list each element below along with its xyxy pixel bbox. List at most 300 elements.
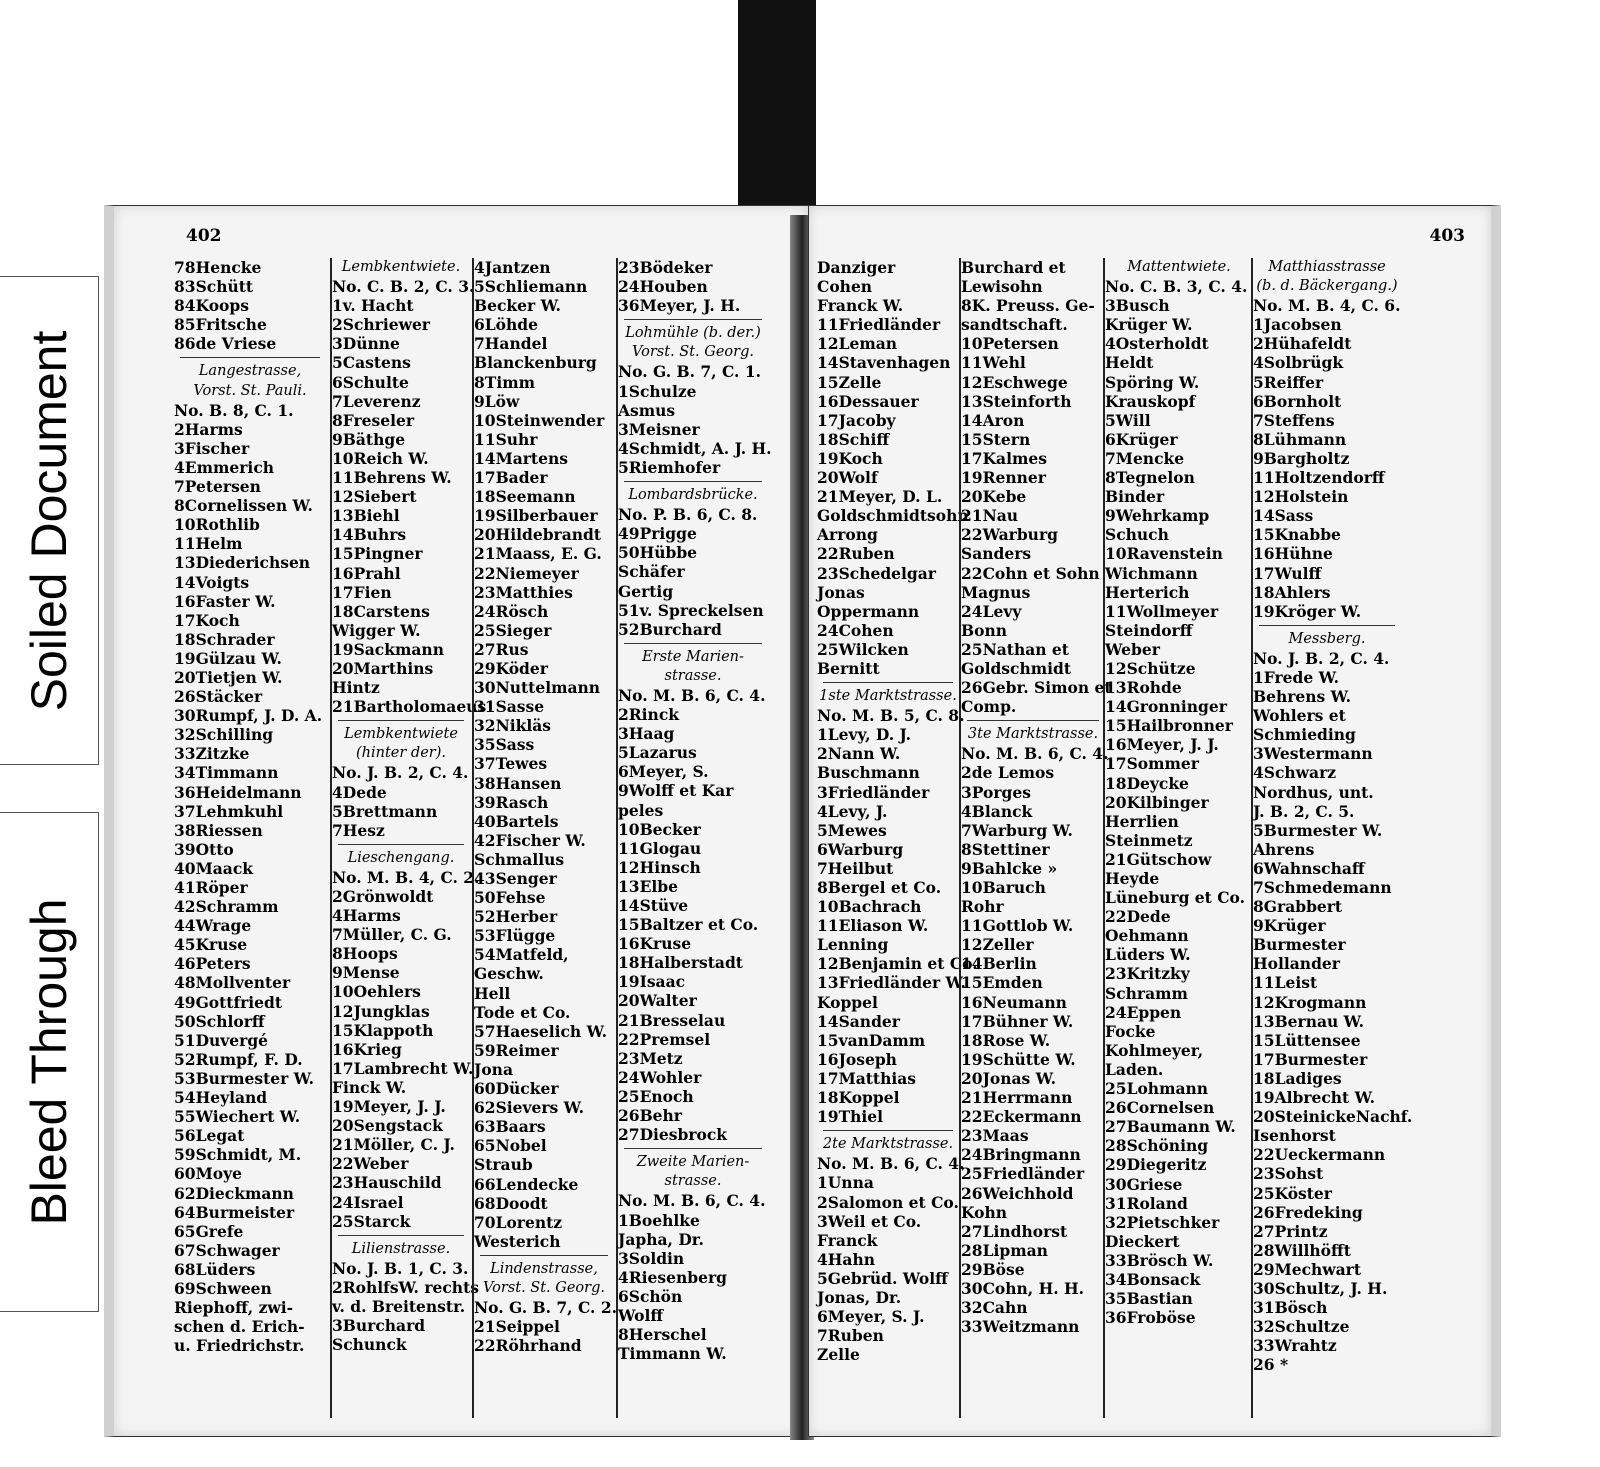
directory-entry: 31Roland [1105,1193,1188,1213]
directory-entry: 25Köster [1253,1183,1332,1203]
directory-entry: 10Baruch [961,878,1046,897]
directory-entry: 33Weitzmann [961,1317,1080,1337]
directory-entry: 24Wohler [618,1067,702,1087]
directory-entry: 26Gebr. Simon et [961,678,1112,698]
directory-entry: 24Rösch [474,601,549,621]
directory-entry: Wigger W. [332,620,421,640]
directory-entry: 19Renner [961,468,1046,488]
directory-entry: 68Doodt [474,1193,548,1213]
directory-entry: 12Zeller [961,935,1034,955]
directory-entry: 17Bader [474,468,548,488]
directory-entry: 8Stettiner [961,839,1050,859]
street-heading: Lembkentwiete. [341,259,461,275]
directory-entry: 28Schöning [1105,1136,1209,1156]
directory-entry: 20Sengstack [332,1116,443,1136]
directory-entry: 9Mense [332,963,400,983]
directory-entry: Japha, Dr. [618,1229,704,1249]
directory-entry: 8Cornelissen W. [174,496,313,516]
soiled-document-tab[interactable] [0,276,99,765]
directory-entry: 11Glogau [618,838,702,858]
directory-entry: 11Gottlob W. [961,916,1074,936]
directory-entry: 9Bargholtz [1253,448,1350,468]
directory-entry: Steinmetz [1105,830,1193,850]
directory-entry: 26Fredeking [1253,1202,1363,1222]
directory-entry: Dieckert [1105,1231,1180,1251]
directory-entry: 5Schliemann [474,277,588,297]
directory-entry: 27Rus [474,639,529,659]
directory-entry: 31Sasse [474,697,545,717]
directory-entry: 12Krogmann [1253,992,1367,1012]
directory-entry: 11Friedländer [817,315,941,335]
directory-entry: 32Nikläs [474,716,552,736]
directory-entry: 55Wiechert W. [174,1107,301,1127]
directory-entry: 16Faster W. [174,591,276,611]
directory-entry: Rohr [961,897,1004,917]
directory-entry: 8K. Preuss. Ge- [961,296,1095,316]
directory-entry: sandtschaft. [961,315,1068,335]
directory-entry: No. M. B. 5, C. 8. [817,706,965,726]
directory-entry: 24Houben [618,277,708,297]
directory-entry: 51Duvergé [174,1030,269,1050]
directory-entry: Schramm [1105,983,1188,1003]
directory-entry: 4Schmidt, A. J. H. [618,438,772,458]
directory-entry: 19Meyer, J. J. [332,1097,446,1117]
directory-entry: Becker W. [474,296,561,316]
directory-entry: 14Stavenhagen [817,353,951,373]
street-heading: Lohmühle (b. der.) [625,325,761,342]
directory-entry: 18Halberstadt [618,953,743,973]
directory-entry: 21Maass, E. G. [474,544,602,564]
street-heading: (hinter der). [356,745,446,762]
directory-entry: 48Mollventer [174,973,291,993]
street-heading: Lembkentwiete [344,726,458,743]
bleed-through-label: Bleed Through [21,898,77,1226]
directory-entry: 6Warburg [817,839,904,859]
directory-entry: 15Emden [961,973,1043,993]
directory-entry: 12Benjamin et Co. [817,954,978,974]
directory-entry: Schunck [332,1335,407,1355]
section-divider [967,720,1099,721]
directory-entry: 7Heilbut [817,858,894,878]
directory-entry: 5Mewes [817,820,887,840]
directory-entry: 10Reich W. [332,448,429,468]
directory-entry: 16Dessauer [817,391,919,411]
directory-entry: Magnus [961,582,1031,602]
directory-entry: 5Castens [332,353,411,373]
directory-entry: Koppel [817,992,878,1012]
directory-entry: No. M. B. 4, C. 6. [1253,296,1401,316]
street-heading: Vorst. St. Georg. [632,344,754,361]
directory-entry: 18Schrader [174,629,275,649]
directory-entry: 11Wollmeyer [1105,601,1219,621]
directory-entry: Herrlien [1105,811,1179,831]
directory-entry: 12Leman [817,334,898,354]
directory-entry: Tode et Co. [474,1002,571,1022]
directory-entry: 34Timmann [174,763,279,783]
directory-entry: 37Tewes [474,754,548,774]
directory-entry: Zelle [817,1345,860,1365]
directory-entry: 30Schultz, J. H. [1253,1278,1388,1298]
directory-entry: 21Gütschow [1105,849,1212,869]
directory-entry: 8Freseler [332,410,415,430]
directory-entry: 59Schmidt, M. [174,1145,302,1165]
directory-entry: 29Mechwart [1253,1259,1362,1279]
section-divider [624,643,762,644]
directory-entry: Franck [817,1230,878,1250]
directory-entry: 68Lüders [174,1259,256,1279]
directory-entry: 5Lazarus [618,743,697,763]
directory-entry: 18Seemann [474,487,576,507]
directory-entry: 20SteinickeNachf. [1253,1107,1413,1127]
directory-entry: 53Flügge [474,926,556,946]
directory-entry: 14Martens [474,448,568,468]
directory-entry: 19Schütte W. [961,1049,1076,1069]
directory-entry: 17Burmester [1253,1049,1368,1069]
directory-entry: No. M. B. 6, C. 4. [618,685,766,705]
directory-entry: Hintz [332,678,380,698]
directory-entry: Hollander [1253,954,1340,974]
directory-entry: 24Bringmann [961,1145,1081,1165]
directory-entry: Weber [1105,639,1160,659]
directory-entry: 26Stäcker [174,687,263,707]
directory-entry: 25Nathan et [961,639,1069,659]
directory-entry: 24Cohen [817,620,894,640]
directory-entry: 19Gülzau W. [174,648,282,668]
directory-entry: 19Sackmann [332,639,444,659]
soiled-document-label: Soiled Document [21,330,77,711]
directory-entry: No. M. B. 6, C. 4. [961,744,1109,764]
directory-entry: 1Schulze [618,381,697,401]
directory-entry: 5Gebrüd. Wolff [817,1268,948,1288]
street-heading: Vorst. St. Georg. [483,1279,605,1296]
directory-entry: 1Unna [817,1173,874,1193]
directory-entry: 7Petersen [174,477,261,497]
directory-entry: 17Lambrecht W. [332,1058,474,1078]
directory-entry: 9Bahlcke » [961,858,1058,878]
directory-entry: 4Osterholdt [1105,334,1209,354]
directory-entry: 78Hencke [174,258,262,277]
directory-entry: 8Hoops [332,944,398,964]
page-number: 403 [1429,226,1465,246]
directory-entry: Goldschmidt [961,658,1072,678]
directory-entry: 33Zitzke [174,744,250,764]
directory-entry: 17Fien [332,582,392,602]
directory-entry: 13Diederichsen [174,553,311,573]
directory-entry: 52Herber [474,907,558,927]
street-heading: Matthiasstrasse [1268,259,1386,275]
directory-entry: No. M. B. 6, C. 4. [618,1191,766,1211]
directory-entry: 12Hinsch [618,857,701,877]
directory-entry: 7Hesz [332,820,385,840]
directory-entry: 16Neumann [961,992,1067,1012]
column [817,258,978,1418]
directory-entry: 63Baars [474,1117,546,1137]
directory-entry: 42Fischer W. [474,830,586,850]
directory-entry: 65Nobel [474,1136,547,1156]
directory-entry: 17Sommer [1105,754,1199,774]
directory-entry: 28Willhöfft [1253,1240,1351,1260]
directory-entry: 23Schedelgar [817,563,936,583]
directory-entry: 62Sievers W. [474,1098,585,1118]
directory-entry: 29Böse [961,1259,1025,1279]
directory-entry: 3Dünne [332,334,400,354]
directory-entry: 23Kritzky [1105,964,1190,984]
directory-entry: 12Schütze [1105,658,1196,678]
directory-entry: 34Bonsack [1105,1269,1201,1289]
directory-entry: 35Bastian [1105,1289,1193,1309]
directory-entry: No. G. B. 7, C. 2. [474,1298,618,1318]
directory-entry: 23Matthies [474,582,573,602]
directory-entry: 13Friedländer W. [817,973,966,993]
street-heading: Langestrasse, [198,363,302,380]
directory-entry: 4Jantzen [474,258,551,277]
directory-entry: 3Porges [961,782,1031,802]
directory-entry: 60Moye [174,1164,242,1184]
directory-entry: 6Schulte [332,372,409,392]
directory-entry: 19Silberbauer [474,506,598,526]
section-divider [624,481,762,482]
directory-entry: v. d. Breitenstr. [332,1296,466,1316]
section-divider [823,682,953,683]
directory-entry: 20Jonas W. [961,1068,1057,1088]
directory-entry: 1Frede W. [1253,667,1340,687]
directory-entry: 25Sieger [474,620,552,640]
directory-entry: 16Hühne [1253,544,1333,564]
street-heading: Mattentwiete. [1127,259,1231,275]
directory-entry: 32Schultze [1253,1317,1350,1337]
directory-entry: 7Handel [474,334,548,354]
directory-entry: 22Ruben [817,544,895,564]
directory-entry: 22Premsel [618,1029,711,1049]
directory-entry: 20Kilbinger [1105,792,1209,812]
directory-entry: 15Baltzer et Co. [618,915,759,935]
directory-entry: 24Levy [961,601,1022,621]
directory-entry: 43Senger [474,869,557,888]
directory-entry: Kohlmeyer, [1105,1040,1204,1060]
directory-entry: 22Weber [332,1154,409,1174]
street-heading: Erste Marien- [642,648,744,665]
directory-entry: 44Wrage [174,916,252,936]
directory-entry: 26Cornelsen [1105,1098,1215,1118]
street-heading: strasse. [664,1173,722,1190]
directory-entry: Hell [474,983,511,1003]
directory-entry: 54Matfeld, [474,945,569,965]
directory-entry: 64Burmeister [174,1202,295,1222]
directory-entry: 33Wrahtz [1253,1336,1337,1356]
directory-entry: 9Wehrkamp [1105,506,1210,526]
directory-entry: Heldt [1105,353,1154,373]
directory-entry: 25Enoch [618,1086,694,1106]
directory-entry: 23Sohst [1253,1164,1324,1184]
directory-entry: 1v. Hacht [332,296,414,316]
directory-entry: 17Matthias [817,1068,917,1088]
directory-entry: Straub [474,1155,533,1175]
directory-entry: Sanders [961,544,1032,564]
directory-entry: 10Rothlib [174,515,260,535]
directory-entry: u. Friedrichstr. [174,1336,305,1356]
directory-entry: Spöring W. [1105,372,1200,392]
directory-entry: 14Voigts [174,572,250,592]
directory-entry: 36Heidelmann [174,782,302,802]
directory-entry: Herterich [1105,582,1190,602]
directory-entry: 3Busch [1105,296,1170,316]
directory-entry: 19Koch [817,448,883,468]
directory-entry: Lüders W. [1105,945,1191,965]
directory-entry: 32Cahn [961,1298,1028,1318]
directory-entry: 41Röper [174,878,248,897]
directory-entry: 2RohlfsW. rechts [332,1277,479,1297]
directory-entry: 2Schriewer [332,315,430,335]
directory-entry: 59Reimer [474,1040,559,1060]
directory-entry: 16Joseph [817,1049,897,1069]
directory-entry: 18Rose W. [961,1030,1051,1050]
directory-entry: No. C. B. 2, C. 3. [332,277,475,297]
directory-entry: 39Otto [174,839,234,859]
directory-entry: Schmieding [1253,725,1356,745]
directory-entry: 19Albrecht W. [1253,1088,1376,1108]
directory-entry: 20Marthins [332,658,434,678]
directory-entry: 45Kruse [174,935,248,955]
directory-entry: 5Burmester W. [1253,820,1383,840]
directory-entry: Cohen [817,277,873,297]
directory-entry: Ahrens [1253,839,1315,859]
directory-entry: No. J. B. 2, C. 4. [332,763,469,783]
directory-entry: 35Sass [474,735,535,755]
directory-entry: Bonn [961,620,1007,640]
directory-entry: 16Meyer, J. J. [1105,735,1219,755]
directory-entry: 21Nau [961,506,1019,526]
street-heading: 3te Marktstrasse. [967,726,1099,743]
directory-entry: Gertig [618,581,674,601]
directory-entry: 5Brettmann [332,801,438,821]
directory-entry: 8Grabbert [1253,897,1343,917]
directory-entry: 31Bösch [1253,1298,1328,1318]
directory-entry: 85Fritsche [174,315,267,335]
directory-entry: 27Baumann W. [1105,1117,1236,1137]
directory-entry: 13Steinforth [961,391,1072,411]
bleed-through-tab[interactable] [0,812,99,1312]
directory-entry: 26Weichhold [961,1183,1074,1203]
directory-entry: 22Röhrhand [474,1336,582,1356]
directory-entry: Laden. [1105,1059,1164,1079]
directory-entry: 10Oehlers [332,982,421,1002]
directory-entry: 23Maas [961,1126,1029,1146]
column [1103,258,1253,1418]
right-page [808,205,1501,1437]
directory-entry: 3Weil et Co. [817,1211,922,1231]
directory-entry: 25Wilcken [817,639,909,659]
directory-entry: 7Mencke [1105,448,1185,468]
directory-entry: 67Schwager [174,1240,280,1260]
directory-entry: 1Jacobsen [1253,315,1342,335]
section-divider [338,844,464,845]
directory-entry: 13Elbe [618,876,678,896]
directory-entry: 7Ruben [817,1326,884,1346]
directory-entry: 18Schiff [817,429,890,449]
directory-entry: 3Friedländer [817,782,930,802]
directory-entry: Lewisohn [961,277,1043,297]
directory-entry: 19Isaac [618,972,686,992]
directory-entry: No. P. B. 6, C. 8. [618,505,758,525]
directory-entry: 1Levy, D. J. [817,725,912,745]
directory-entry: J. B. 2, C. 5. [1253,801,1355,821]
directory-entry: 18Deycke [1105,773,1189,793]
directory-entry: 12Siebert [332,487,417,507]
directory-entry: 22Dede [1105,907,1171,927]
directory-entry: 4Dede [332,782,387,802]
directory-entry: 51v. Spreckelsen [618,600,764,620]
street-heading: Lindenstrasse, [490,1260,598,1277]
directory-entry: Buschmann [817,763,920,783]
directory-entry: 21Herrmann [961,1088,1073,1108]
directory-entry: 4Harms [332,906,401,926]
directory-entry: 3Soldin [618,1248,685,1268]
directory-entry: 23Bödeker [618,258,713,277]
directory-entry: 38Hansen [474,773,562,793]
directory-entry: 1Boehlke [618,1210,700,1230]
directory-entry: 50Schlorff [174,1011,265,1031]
directory-entry: 20Hildebrandt [474,525,602,545]
directory-entry: 25Starck [332,1211,411,1231]
column [472,258,618,1418]
directory-entry: 5Will [1105,410,1151,430]
directory-entry: 29Köder [474,658,548,678]
column [1251,258,1413,1418]
directory-entry: Krüger W. [1105,315,1193,335]
directory-entry: 6Meyer, S. J. [817,1307,925,1327]
directory-entry: 57Haeselich W. [474,1021,607,1041]
directory-entry: 17Jacoby [817,410,896,430]
directory-entry: 32Pietschker [1105,1212,1220,1232]
directory-entry: 15vanDamm [817,1030,926,1050]
directory-entry: 20Walter [618,991,697,1011]
directory-entry: 30Griese [1105,1174,1183,1194]
column [174,258,326,1418]
directory-entry: 21Seippel [474,1317,560,1337]
directory-entry: Heyde [1105,869,1160,888]
directory-entry: 6Löhde [474,315,538,335]
directory-entry: 22Cohn et Sohn [961,563,1100,583]
directory-entry: 70Lorentz [474,1212,563,1232]
directory-entry: Focke [1105,1021,1156,1041]
directory-entry: 8Timm [474,372,536,392]
directory-entry: Steindorff [1105,620,1193,640]
directory-entry: 65Grefe [174,1221,244,1241]
column [330,258,487,1418]
directory-entry: 9Wolff et Kar [618,781,734,801]
section-divider [624,1148,762,1149]
directory-entry: 7Steffens [1253,410,1335,430]
directory-entry: 4Schwarz [1253,763,1337,783]
directory-entry: 16Krieg [332,1039,402,1059]
directory-entry: 62Dieckmann [174,1183,294,1203]
section-divider [1259,625,1395,626]
directory-entry: 52Rumpf, F. D. [174,1049,303,1069]
directory-entry: Jona [474,1059,513,1079]
directory-entry: 13Bernau W. [1253,1011,1365,1031]
directory-entry: Asmus [618,400,676,420]
directory-entry: 11Wehl [961,353,1026,373]
directory-entry: 15Zelle [817,372,882,392]
directory-entry: Lenning [817,935,889,955]
directory-entry: 4Blanck [961,801,1033,821]
directory-entry: 27Diesbrock [618,1125,728,1145]
directory-entry: 10Ravenstein [1105,544,1223,564]
directory-entry: 2Harms [174,419,243,439]
directory-entry: 15Lüttensee [1253,1030,1361,1050]
directory-entry: No. J. B. 1, C. 3. [332,1258,469,1278]
directory-entry: Jonas, Dr. [817,1287,902,1307]
